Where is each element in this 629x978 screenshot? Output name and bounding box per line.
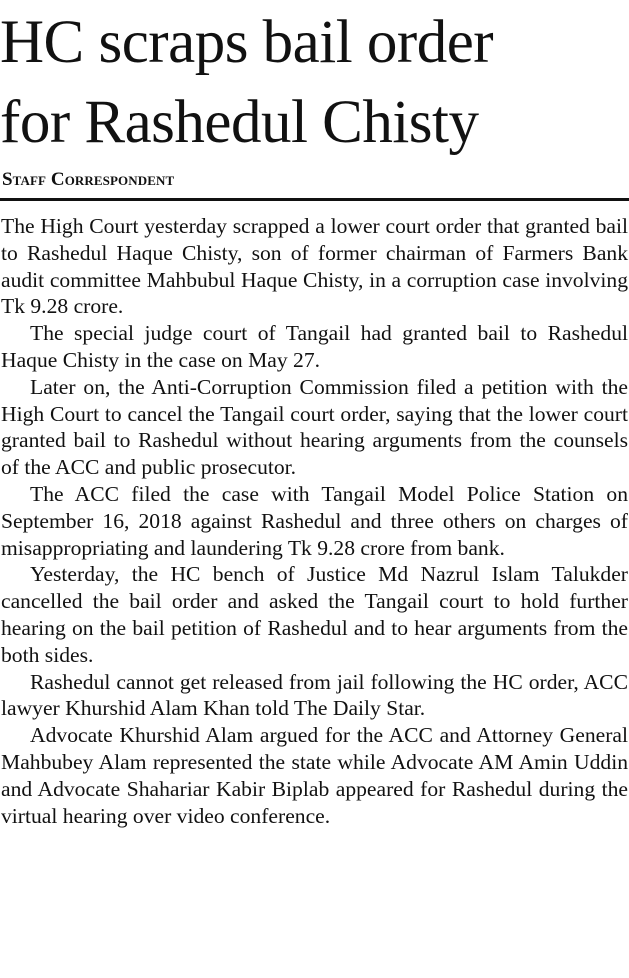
- body-paragraph: Advocate Khurshid Alam argued for the ACC and Attorney General Mahbubey Alam represented the state while Advocate AM Amin Uddin and Advocate Shahariar Kabir Biplab appeared for Rashedul during the virtual hearing over video conference.: [1, 723, 628, 828]
- byline: Staff Correspondent: [2, 169, 175, 190]
- headline-line: for Rashedul Chisty: [0, 89, 479, 156]
- body-paragraph: Yesterday, the HC bench of Justice Md Nazrul Islam Talukder cancelled the bail order and asked the Tangail court to hold further hearing on the bail petition of Rashedul and to hear arguments from the both sides.: [1, 562, 628, 667]
- headline: [0, 3, 629, 163]
- divider-rule: [0, 198, 629, 201]
- body-paragraph: The High Court yesterday scrapped a lower court order that granted bail to Rashedul Haque Chisty, son of former chairman of Farmers Bank audit committee Mahbubul Haque Chisty, in a corruption case involving Tk 9.28 crore.: [1, 214, 628, 319]
- article-body: [1, 213, 628, 829]
- body-paragraph: Rashedul cannot get released from jail following the HC order, ACC lawyer Khurshid Alam Khan told The Daily Star.: [1, 669, 628, 721]
- body-paragraph: The special judge court of Tangail had granted bail to Rashedul Haque Chisty in the case on May 27.: [1, 321, 628, 372]
- body-paragraph: Later on, the Anti-Corruption Commission filed a petition with the High Court to cancel the Tangail court order, saying that the lower court granted bail to Rashedul without hearing arguments from the counsels of the ACC and public prosecutor.: [1, 374, 628, 480]
- body-paragraph: The ACC filed the case with Tangail Model Police Station on September 16, 2018 against Rashedul and three others on charges of misappropriating and laundering Tk 9.28 crore from bank.: [1, 481, 628, 560]
- headline-line: HC scraps bail order: [0, 9, 494, 76]
